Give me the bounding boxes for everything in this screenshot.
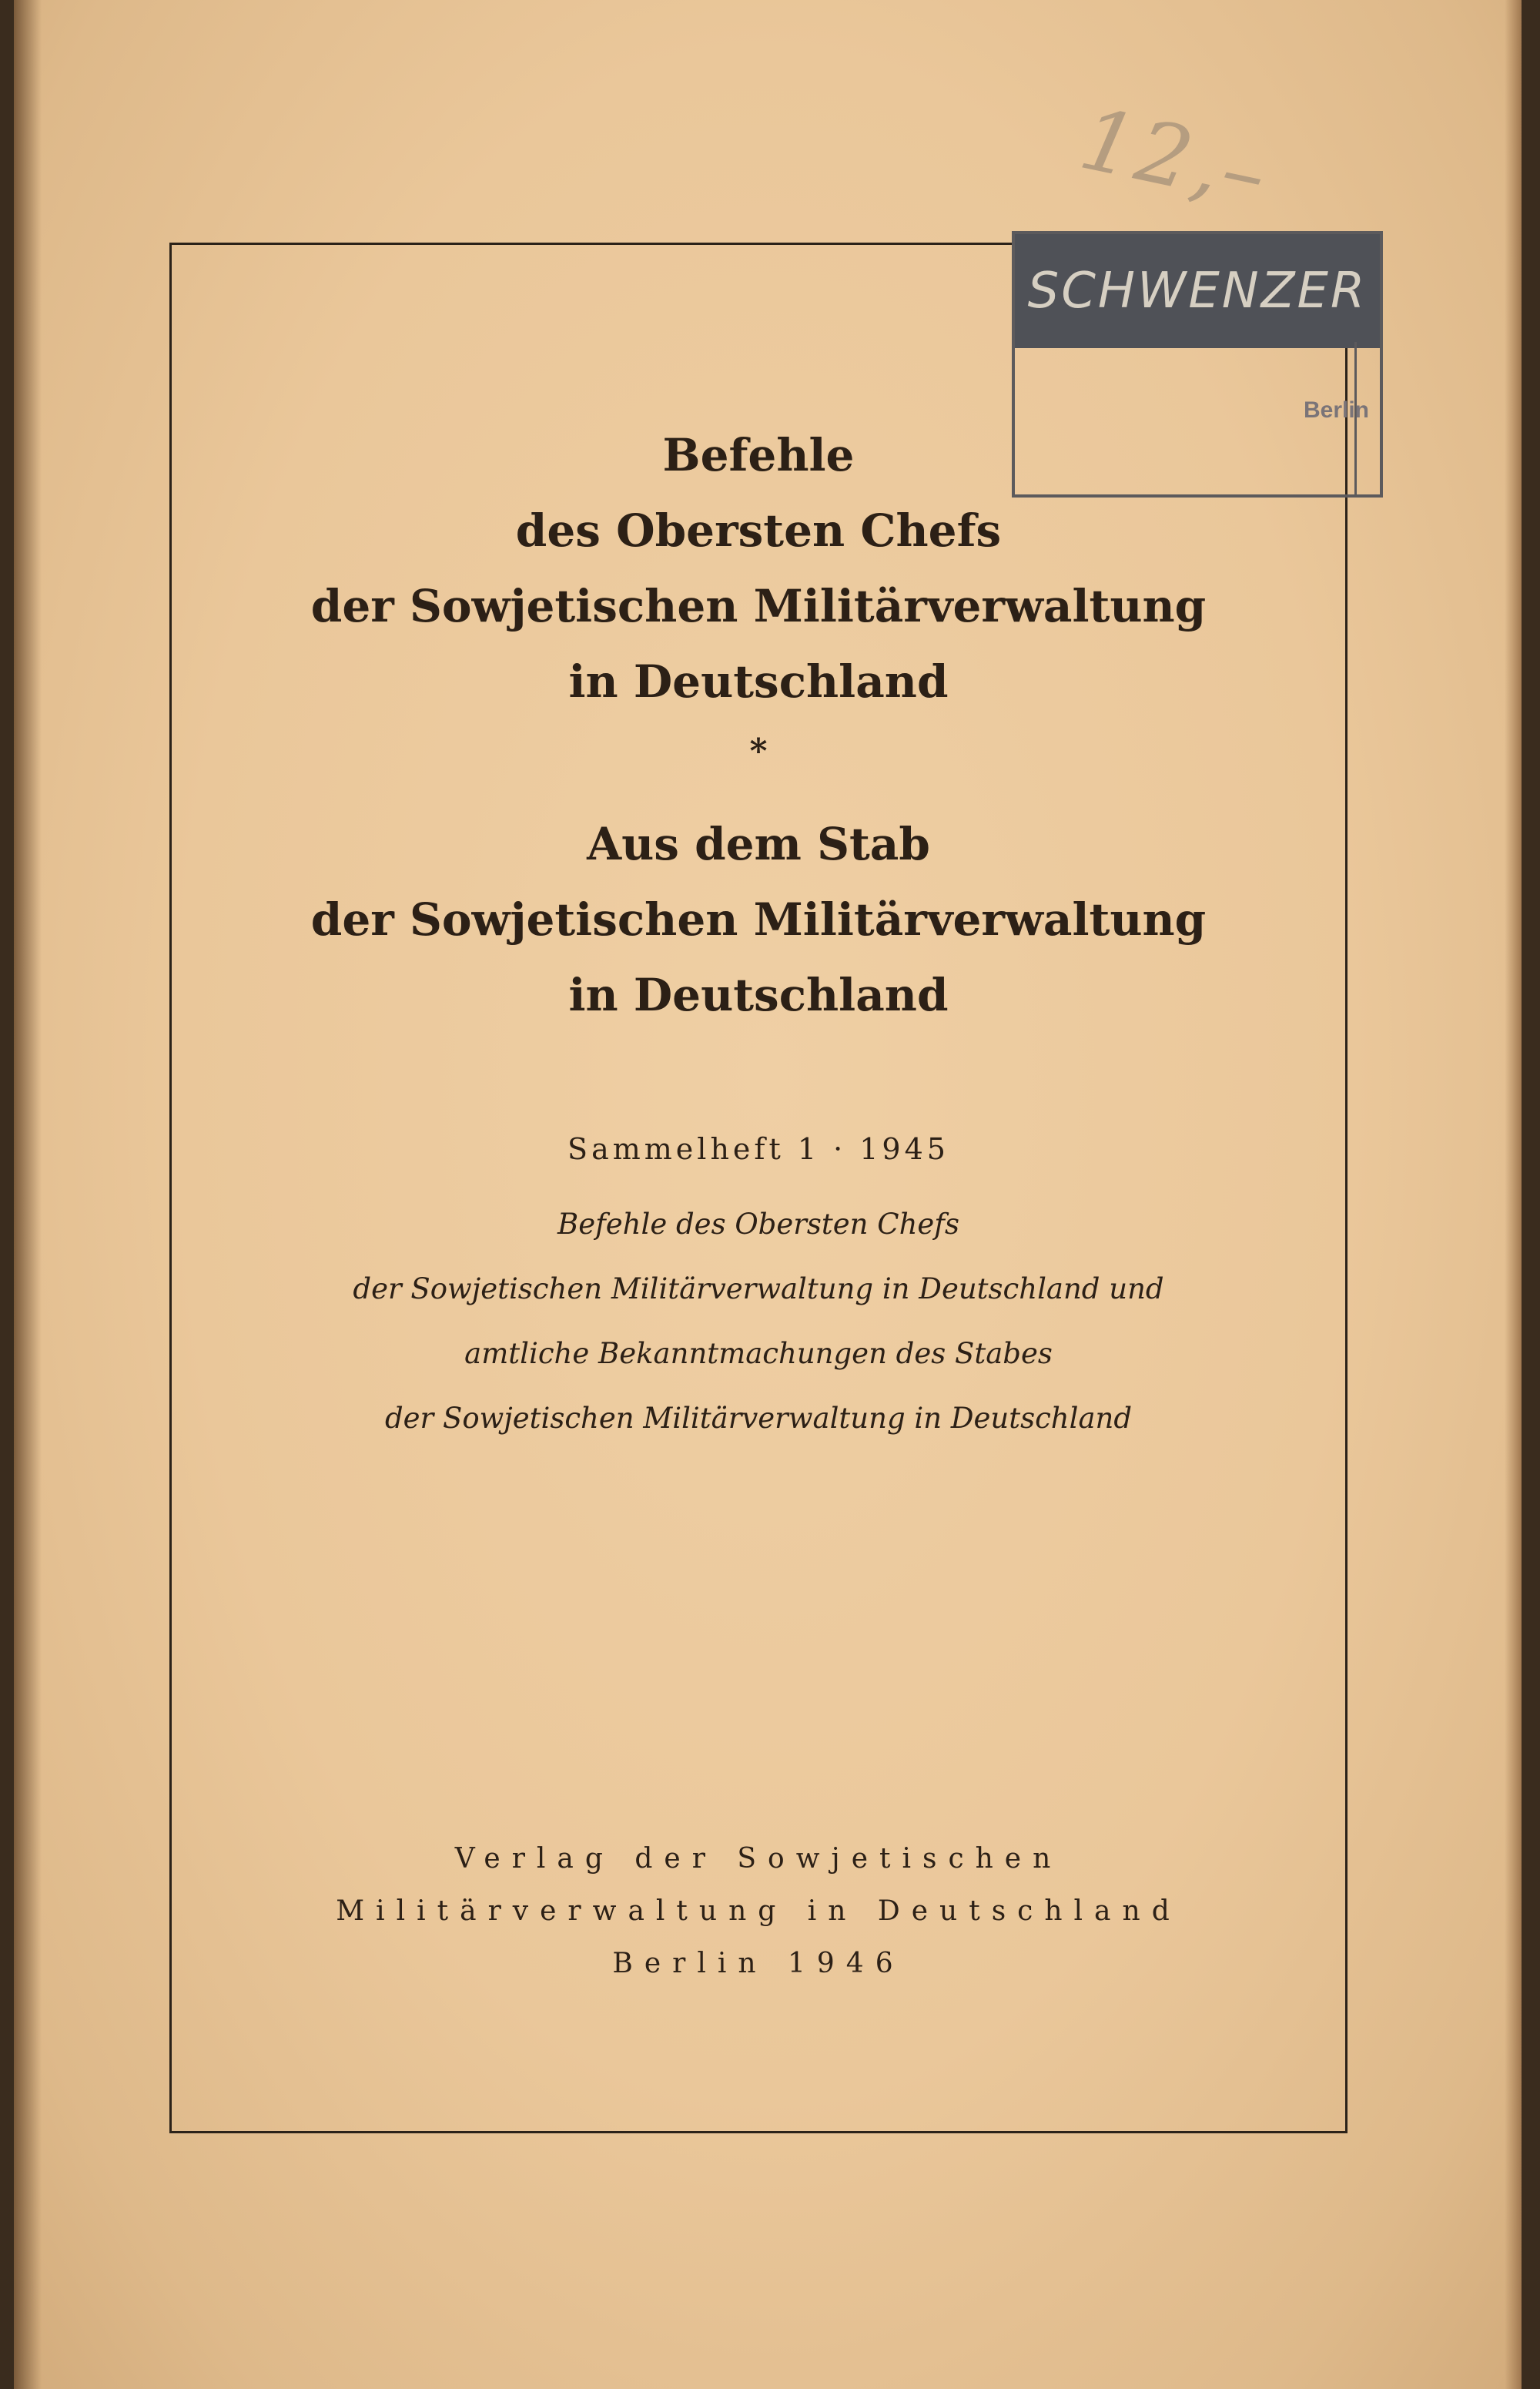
description-line: der Sowjetischen Militärverwaltung in Deutschland (384, 1402, 1133, 1435)
publisher-line: Verlag der Sowjetischen (454, 1843, 1063, 1875)
publisher-place-year: Berlin 1946 (612, 1948, 905, 1979)
publisher-imprint (169, 1833, 1348, 1990)
description-line: Befehle des Obersten Chefs (557, 1208, 959, 1241)
stamp-name: SCHWENZER (1027, 263, 1368, 320)
second-title (169, 806, 1348, 1033)
second-title-line: in Deutschland (568, 969, 949, 1021)
binding-gutter (14, 0, 42, 2389)
description-line: amtliche Bekanntmachungen des Stabes (464, 1337, 1053, 1370)
stamp-name-bar (1015, 234, 1380, 348)
stamp-city: Berlin (1303, 397, 1369, 423)
description-line: der Sowjetischen Militärverwaltung in Deutschland und (353, 1272, 1164, 1305)
main-title-line: in Deutschland (568, 655, 949, 708)
pencil-price-note: 12,– (1072, 89, 1278, 226)
page-edge-shadow (1505, 0, 1522, 2389)
main-title-line: des Obersten Chefs (515, 504, 1002, 557)
publisher-line: Militärverwaltung in Deutschland (336, 1895, 1181, 1927)
main-title (169, 417, 1348, 719)
collection-description (169, 1192, 1348, 1451)
main-title-line: Befehle (662, 429, 855, 481)
collection-subtitle: Sammelheft 1 · 1945 (567, 1132, 949, 1166)
second-title-line: der Sowjetischen Militärverwaltung (310, 893, 1207, 946)
second-title-line: Aus dem Stab (587, 818, 930, 870)
main-title-line: der Sowjetischen Militärverwaltung (310, 580, 1207, 632)
book-page (14, 0, 1522, 2389)
asterisk-separator: * (749, 732, 768, 771)
